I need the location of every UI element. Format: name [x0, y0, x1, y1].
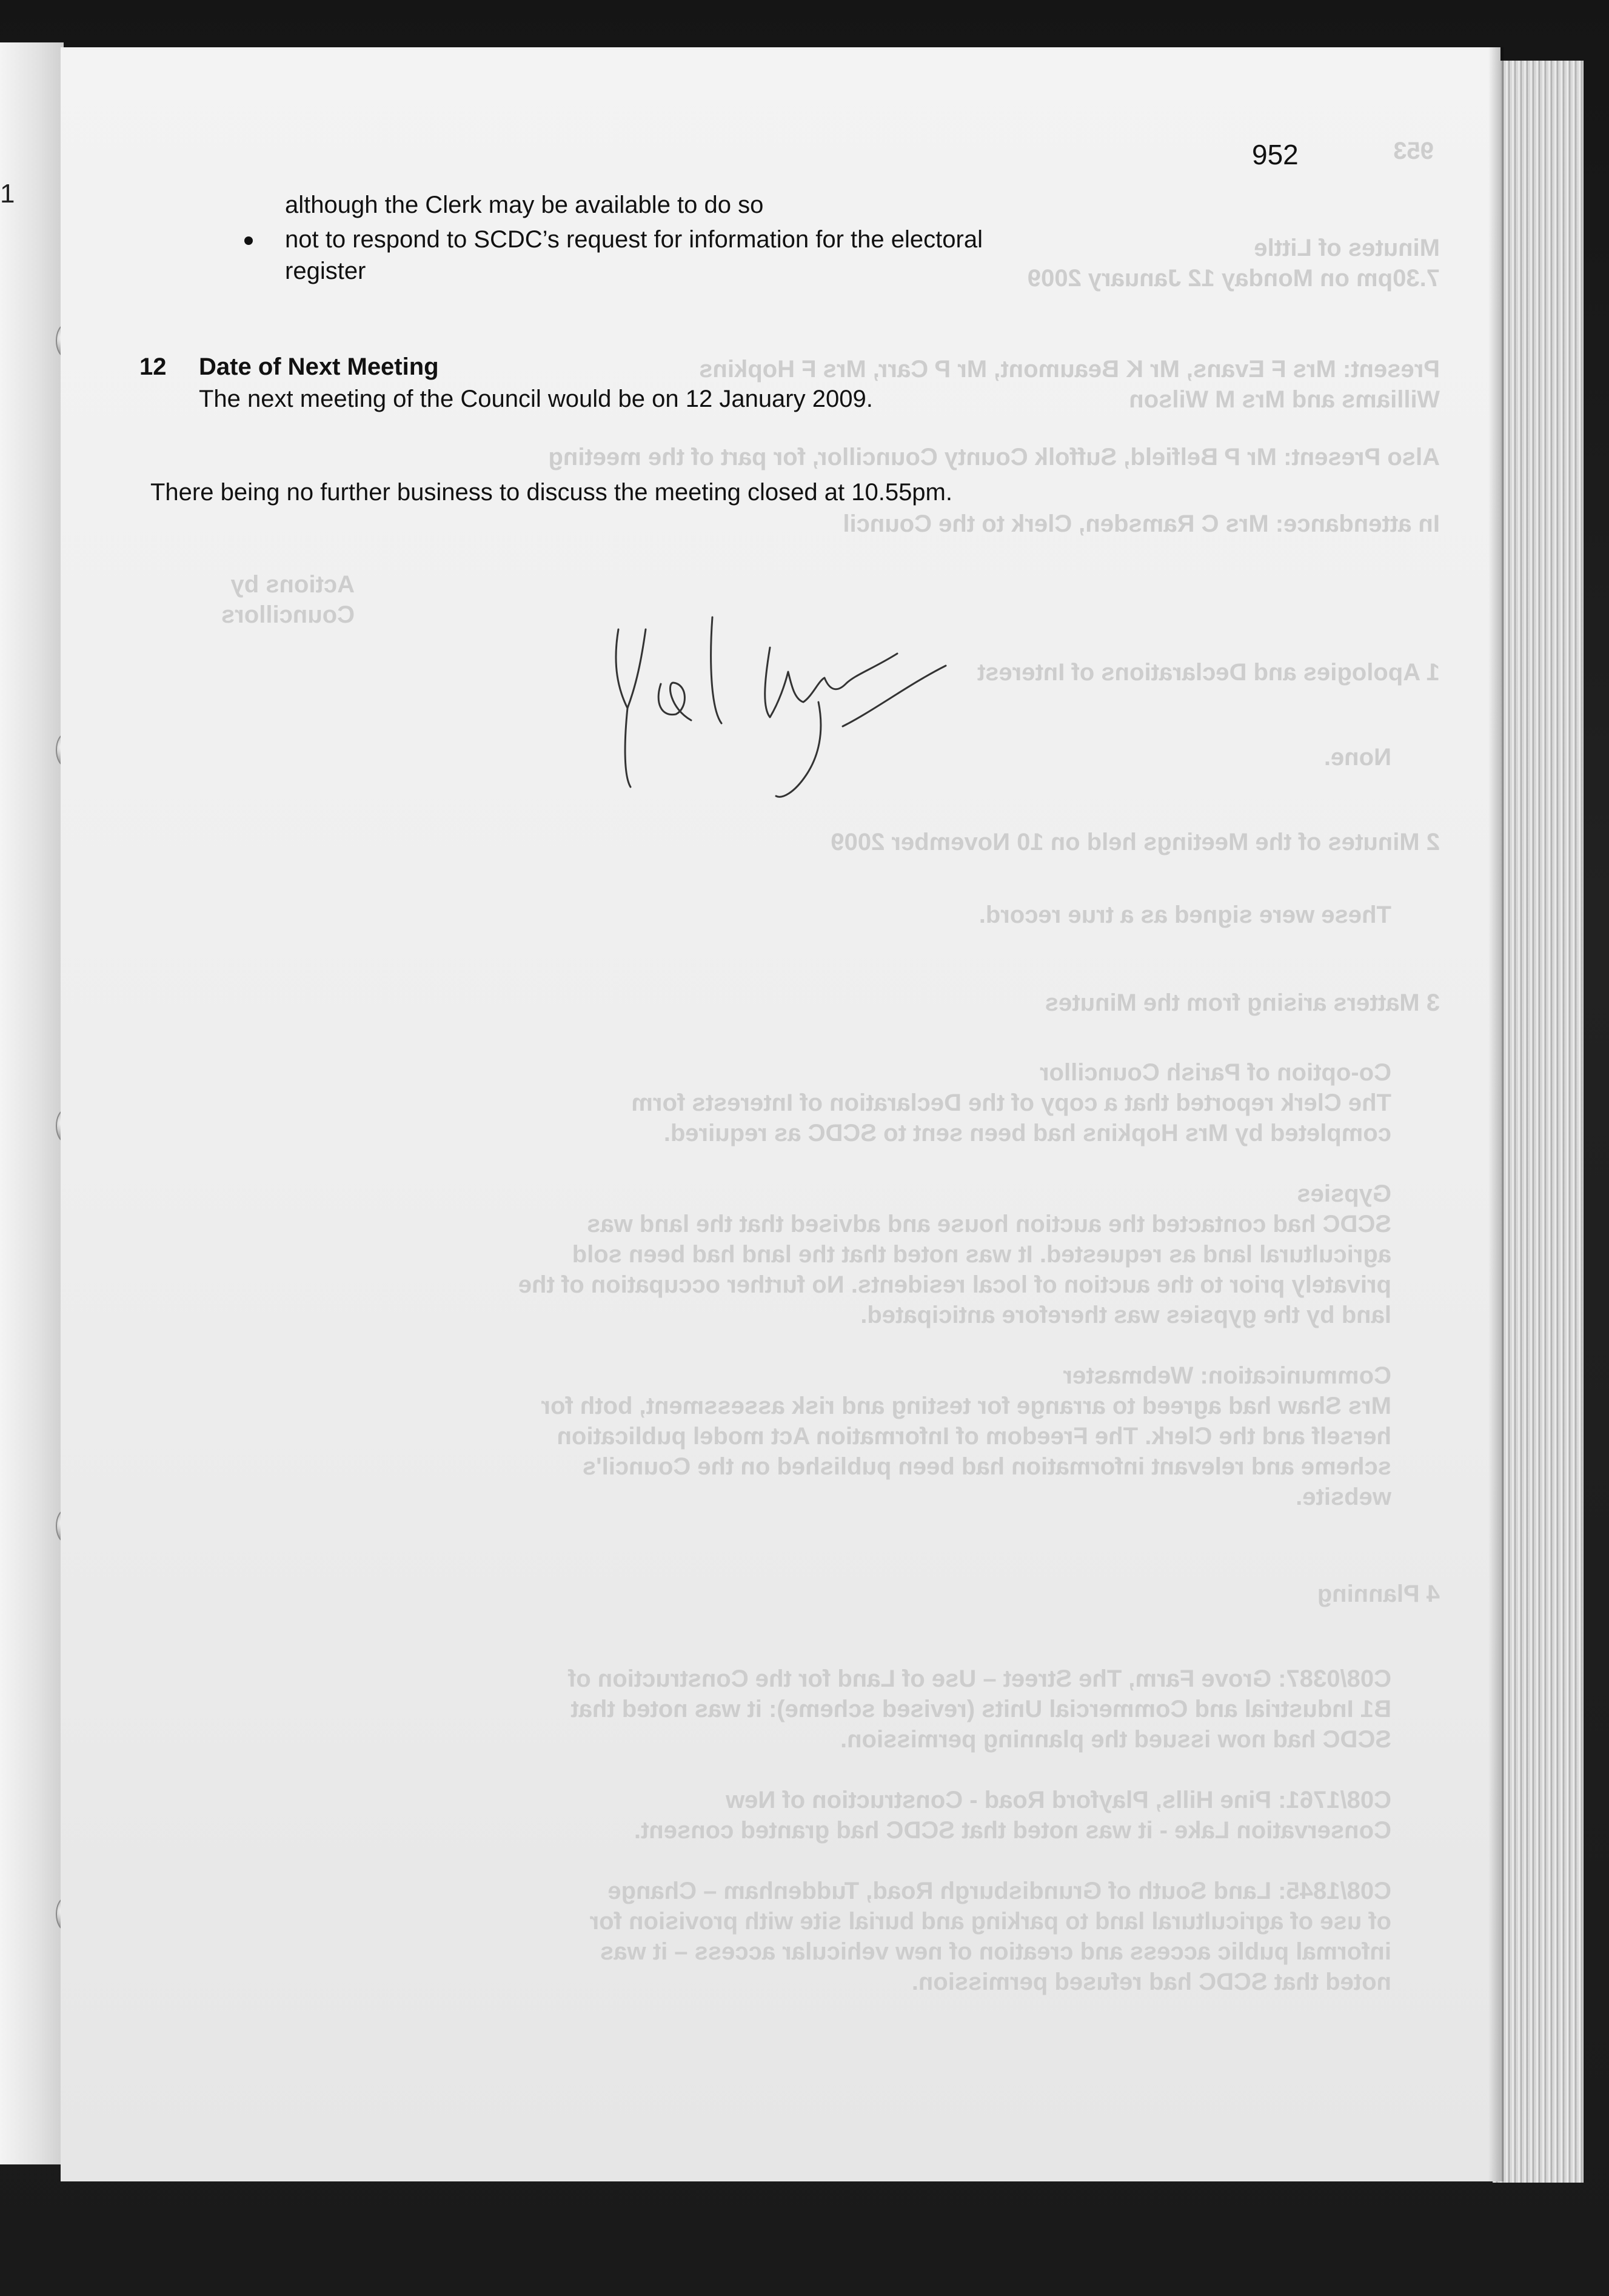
bleed-line: of use of agricultural land to parking and burial site with provision for — [589, 1908, 1391, 1935]
bleed-line: B1 Industrial and Commercial Units (revised scheme): it was noted that — [570, 1696, 1391, 1722]
bleed-line: 3 Matters arising from the Minutes — [1045, 989, 1440, 1016]
bleed-line: Co-option of Parish Councillor — [1040, 1059, 1391, 1086]
page-stack-edge — [1493, 61, 1584, 2183]
bleed-line: privately prior to the auction of local residents. No further occupation of the — [518, 1271, 1391, 1298]
bleed-line: informal public access and creation of new vehicular access – it was — [600, 1938, 1391, 1965]
bleed-line: C08/0387: Grove Farm, The Street – Use of Land for the Construction of — [567, 1665, 1391, 1692]
bleed-line: land by the gypsies was therefore anticipated. — [860, 1302, 1391, 1328]
bleed-line: scheme and relevant information had been published on the Council's — [582, 1453, 1391, 1480]
bleed-line: noted that SCDC had refused permission. — [911, 1969, 1391, 1995]
bleed-line: Present: Mrs F Evans, Mr K Beaumont, Mr P Carr, Mrs F Hopkins — [699, 356, 1440, 383]
bleed-line: 7.30pm on Monday 12 January 2009 — [1027, 265, 1440, 292]
bleed-line: SCDC had now issued the planning permission. — [840, 1726, 1391, 1753]
item-heading: Date of Next Meeting — [199, 353, 439, 380]
bleed-line: Conservation Lake - it was noted that SCDC had granted consent. — [634, 1817, 1391, 1844]
bullet-item: not to respond to SCDC’s request for information for the electoral — [285, 226, 983, 253]
bleed-line: None. — [1323, 744, 1391, 771]
bleed-line: Mrs Shaw had agreed to arrange for testing and risk assessment, both for — [541, 1393, 1391, 1419]
bleed-line: SCDC had contacted the auction house and advised that the land was — [587, 1211, 1391, 1237]
bleed-line: Gypsies — [1297, 1180, 1391, 1207]
chair-signature — [570, 593, 1031, 835]
bleed-line: completed by Mrs Hopkins had been sent to SCDC as required. — [663, 1120, 1391, 1146]
bleed-line: Actions by — [230, 571, 355, 598]
bleed-line: Williams and Mrs M Wilson — [1129, 386, 1440, 413]
bleed-line: agricultural land as requested. It was noted that the land had been sold — [572, 1241, 1391, 1268]
bleed-line: Councillors — [221, 601, 355, 628]
bleed-line: Minutes of Little — [1254, 235, 1440, 261]
bleed-line: C08/1761: Pine Hills, Playford Road - Construction of New — [726, 1787, 1391, 1813]
bullet-icon — [244, 236, 253, 245]
bleed-line: website. — [1296, 1484, 1391, 1510]
bleed-line: C08/1845: Land South of Grundisburgh Road, Tuddenham – Change — [607, 1878, 1391, 1904]
bullet-continuation: although the Clerk may be available to do so — [285, 192, 764, 218]
bullet-item-continuation: register — [285, 258, 366, 284]
binder-spine — [0, 42, 64, 2164]
item-number: 12 — [139, 353, 167, 380]
bleed-line: herself and the Clerk. The Freedom of Information Act model publication — [557, 1423, 1391, 1450]
bleed-line: The Clerk reported that a copy of the Declaration of Interests form — [631, 1089, 1391, 1116]
page-edge-shadow — [1488, 47, 1504, 2181]
closing-statement: There being no further business to discuss the meeting closed at 10.55pm. — [150, 479, 952, 506]
page-number: 952 — [1252, 139, 1299, 170]
bleed-line: 1 Apologies and Declarations of Interest — [977, 659, 1440, 686]
bleed-line: 4 Planning — [1317, 1581, 1440, 1607]
bleed-line: Communication: Webmaster — [1063, 1362, 1391, 1389]
bleed-line: Also Present: Mr P Belfield, Suffolk County Councillor, for part of the meeting — [548, 444, 1440, 470]
previous-page-number: 1 — [0, 179, 15, 209]
bleed-line: These were signed as a true record. — [978, 902, 1391, 928]
minutes-page — [61, 47, 1500, 2181]
item-text: The next meeting of the Council would be on 12 January 2009. — [199, 386, 873, 412]
bleed-line: In attendance: Mrs C Ramsden, Clerk to the Council — [843, 510, 1440, 537]
bleed-line: 2 Minutes of the Meetings held on 10 November 2009 — [831, 829, 1440, 855]
bleed-line: 953 — [1393, 138, 1434, 164]
